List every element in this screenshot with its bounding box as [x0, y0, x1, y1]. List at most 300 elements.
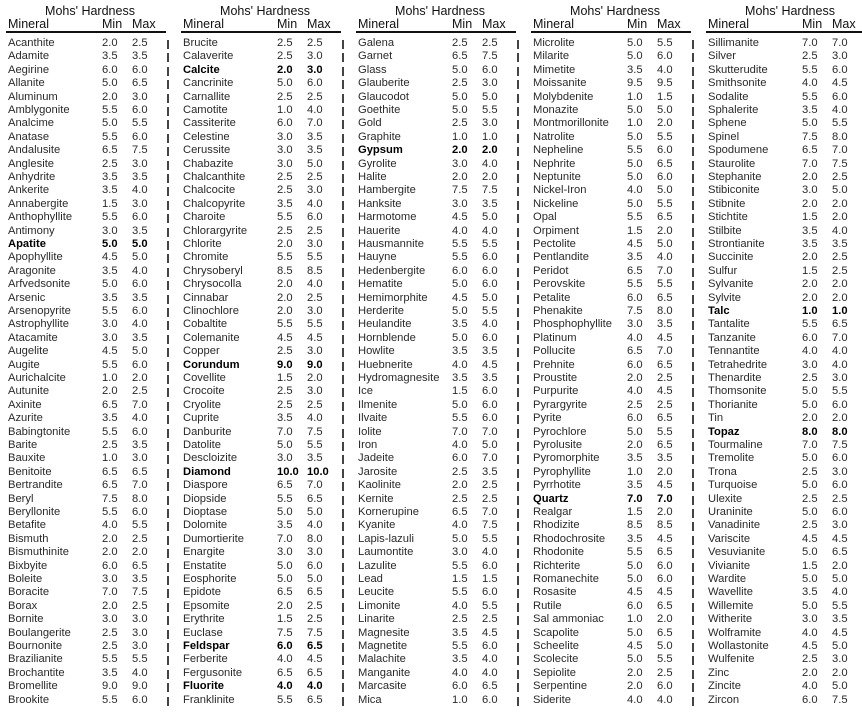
mineral-name: Clinochlore: [183, 305, 239, 317]
max-hardness: 4.5: [307, 653, 323, 666]
min-hardness: 3.0: [102, 224, 118, 237]
max-hardness: 5.5: [657, 37, 673, 49]
min-hardness: 7.0: [277, 425, 293, 438]
max-hardness: 6.5: [657, 291, 673, 304]
column-separator: [167, 134, 169, 143]
min-hardness: 6.0: [627, 599, 643, 612]
mineral-name: Chabazite: [183, 157, 234, 170]
table-row: [700, 158, 862, 171]
column-separator: [342, 295, 344, 304]
table-row: [700, 627, 862, 640]
table-row: [350, 345, 522, 358]
max-hardness: 3.5: [657, 318, 673, 331]
max-hardness: 9.0: [132, 680, 148, 693]
min-hardness: 4.0: [802, 626, 818, 639]
table-row: [525, 158, 697, 171]
header-max: Max: [482, 17, 506, 31]
table-row: [175, 452, 347, 465]
table-row: [525, 345, 697, 358]
mineral-name: Linarite: [358, 613, 395, 626]
min-hardness: 2.5: [277, 398, 293, 411]
min-hardness: 6.0: [627, 358, 643, 371]
max-hardness: 2.0: [657, 613, 673, 626]
min-hardness: 2.5: [802, 372, 818, 384]
section-heading: Mohs' Hardness: [45, 4, 135, 18]
table-row: [525, 385, 697, 398]
table-row: [350, 50, 522, 63]
min-hardness: 3.5: [277, 412, 293, 425]
max-hardness: 2.5: [657, 372, 673, 384]
table-row: [0, 238, 172, 251]
column-separator: [517, 536, 519, 545]
mineral-name: Acanthite: [8, 37, 55, 49]
min-hardness: 5.0: [802, 479, 818, 492]
max-hardness: 7.5: [832, 439, 848, 451]
table-row: [525, 560, 697, 573]
table-row: [175, 77, 347, 90]
column-separator: [167, 268, 169, 277]
table-row: [350, 131, 522, 144]
table-row: [700, 251, 862, 264]
mineral-name: Graphite: [358, 130, 401, 143]
max-hardness: 6.5: [657, 412, 673, 425]
mineral-name: Malachite: [358, 653, 406, 666]
table-row: [350, 493, 522, 506]
min-hardness: 7.0: [277, 532, 293, 545]
table-row: [700, 600, 862, 613]
max-hardness: 4.0: [132, 412, 148, 425]
max-hardness: 5.5: [307, 439, 323, 451]
table-row: [0, 265, 172, 278]
mineral-name: Romanechite: [533, 573, 599, 585]
min-hardness: 5.0: [627, 37, 643, 49]
column-separator: [342, 402, 344, 411]
column-separator: [342, 549, 344, 558]
max-hardness: 6.0: [657, 680, 673, 693]
min-hardness: 3.5: [452, 626, 468, 639]
header-max: Max: [657, 17, 681, 31]
mineral-name: Chalcopyrite: [183, 197, 246, 210]
table-row: [0, 144, 172, 157]
max-hardness: 6.0: [657, 50, 673, 63]
column-separator: [517, 308, 519, 317]
max-hardness: 7.5: [482, 50, 498, 63]
max-hardness: 4.0: [657, 693, 673, 706]
table-row: [525, 613, 697, 626]
header-min: Min: [452, 17, 473, 31]
min-hardness: 2.5: [102, 157, 118, 170]
mineral-name: Sylvite: [708, 291, 741, 304]
min-hardness: 2.0: [802, 412, 818, 425]
min-hardness: 1.5: [277, 613, 293, 626]
max-hardness: 6.5: [832, 546, 848, 559]
mineral-name: Franklinite: [183, 693, 235, 706]
min-hardness: 2.5: [102, 626, 118, 639]
column-separator: [692, 603, 694, 612]
table-row: [525, 211, 697, 224]
table-row: [525, 184, 697, 197]
column-separator: [167, 120, 169, 129]
column-separator: [342, 107, 344, 116]
max-hardness: 2.0: [132, 372, 148, 384]
mineral-name: Feldspar: [183, 640, 230, 652]
mineral-name: Anhydrite: [8, 171, 56, 183]
max-hardness: 6.0: [657, 171, 673, 183]
column-separator: [692, 335, 694, 344]
mineral-name: Chromite: [183, 251, 229, 264]
column-separator: [342, 67, 344, 76]
table-row: [0, 359, 172, 372]
table-row: [700, 613, 862, 626]
table-row: [175, 171, 347, 184]
table-row: [700, 318, 862, 331]
max-hardness: 4.0: [307, 197, 323, 210]
column-separator: [167, 415, 169, 424]
min-hardness: 1.0: [627, 90, 643, 103]
header-min: Min: [102, 17, 123, 31]
mineral-name: Bournonite: [8, 640, 63, 652]
column-separator: [342, 375, 344, 384]
column-separator: [342, 656, 344, 665]
column-separator: [167, 80, 169, 89]
min-hardness: 5.5: [102, 211, 118, 224]
min-hardness: 6.0: [102, 559, 118, 572]
max-hardness: 4.0: [307, 412, 323, 425]
mineral-name: Zincite: [708, 680, 741, 693]
mineral-name: Stilbite: [708, 224, 742, 237]
min-hardness: 2.5: [277, 90, 293, 103]
table-row: [700, 64, 862, 77]
max-hardness: 6.0: [132, 693, 148, 706]
mineral-name: Stichtite: [708, 211, 748, 224]
min-hardness: 2.0: [802, 278, 818, 291]
min-hardness: 5.0: [627, 104, 643, 116]
table-row: [0, 466, 172, 479]
max-hardness: 4.0: [132, 184, 148, 197]
min-hardness: 6.0: [802, 331, 818, 344]
column-separator: [167, 201, 169, 210]
max-hardness: 5.5: [132, 117, 148, 130]
max-hardness: 5.5: [307, 251, 323, 264]
min-hardness: 5.5: [802, 90, 818, 103]
column-separator: [167, 697, 169, 706]
table-row: [350, 292, 522, 305]
max-hardness: 2.0: [657, 224, 673, 237]
min-hardness: 4.5: [452, 291, 468, 304]
min-hardness: 5.5: [102, 358, 118, 371]
min-hardness: 1.0: [102, 372, 118, 384]
column-separator: [167, 536, 169, 545]
mineral-name: Carnallite: [183, 90, 231, 103]
mineral-name: Platinum: [533, 331, 577, 344]
mineral-name: Dolomite: [183, 519, 228, 532]
mineral-name: Goethite: [358, 104, 401, 116]
mineral-name: Iron: [358, 439, 378, 451]
column-separator: [167, 375, 169, 384]
column-separator: [692, 53, 694, 62]
mineral-name: Boracite: [8, 586, 50, 599]
column-separator: [167, 563, 169, 572]
table-row: [350, 452, 522, 465]
table-row: [175, 519, 347, 532]
column-separator: [517, 40, 519, 49]
table-row: [350, 198, 522, 211]
table-row: [0, 600, 172, 613]
table-row: [700, 50, 862, 63]
table-row: [175, 560, 347, 573]
min-hardness: 2.0: [802, 666, 818, 679]
table-row: [700, 426, 862, 439]
column-separator: [692, 161, 694, 170]
column-separator: [167, 509, 169, 518]
min-hardness: 5.5: [627, 144, 643, 157]
mineral-name: Tanzanite: [708, 331, 756, 344]
column-separator: [517, 402, 519, 411]
table-row: [175, 131, 347, 144]
mineral-name: Calaverite: [183, 50, 234, 63]
column-separator: [692, 134, 694, 143]
mineral-name: Phosphophyllite: [533, 318, 612, 331]
column-separator: [692, 697, 694, 706]
column-separator: [692, 214, 694, 223]
max-hardness: 6.5: [307, 693, 323, 706]
max-hardness: 7.0: [132, 398, 148, 411]
mineral-name: Cuprite: [183, 412, 220, 425]
mineral-name: Sodalite: [708, 90, 749, 103]
min-hardness: 3.5: [452, 372, 468, 384]
mineral-name: Halite: [358, 171, 387, 183]
max-hardness: 6.0: [132, 506, 148, 518]
mineral-name: Hemimorphite: [358, 291, 428, 304]
min-hardness: 2.0: [277, 63, 293, 76]
min-hardness: 2.5: [627, 398, 643, 411]
max-hardness: 4.0: [307, 104, 323, 116]
table-row: [0, 627, 172, 640]
table-row: [0, 318, 172, 331]
table-row: [525, 586, 697, 599]
mineral-name: Tourmaline: [708, 439, 763, 451]
mineral-name: Harmotome: [358, 211, 417, 224]
mineral-name: Proustite: [533, 372, 578, 384]
max-hardness: 7.0: [307, 479, 323, 492]
min-hardness: 5.0: [452, 90, 468, 103]
table-row: [175, 426, 347, 439]
mineral-name: Chrysoberyl: [183, 264, 243, 277]
max-hardness: 3.0: [307, 63, 323, 76]
column-separator: [517, 388, 519, 397]
max-hardness: 6.0: [482, 559, 498, 572]
table-row: [0, 372, 172, 385]
column-separator: [167, 656, 169, 665]
min-hardness: 5.0: [277, 559, 293, 572]
column-separator: [167, 53, 169, 62]
min-hardness: 5.5: [102, 425, 118, 438]
max-hardness: 9.5: [657, 77, 673, 90]
max-hardness: 8.0: [307, 532, 323, 545]
header-max: Max: [307, 17, 331, 31]
table-row: [350, 399, 522, 412]
max-hardness: 2.5: [832, 251, 848, 264]
table-row: [350, 560, 522, 573]
column-separator: [692, 482, 694, 491]
max-hardness: 3.0: [307, 546, 323, 559]
max-hardness: 2.0: [482, 144, 498, 157]
mineral-name: Epsomite: [183, 599, 230, 612]
min-hardness: 2.0: [277, 278, 293, 291]
table-row: [700, 131, 862, 144]
column-separator: [517, 254, 519, 263]
column-separator: [692, 375, 694, 384]
min-hardness: 5.0: [627, 653, 643, 666]
mineral-name: Pyrolusite: [533, 439, 583, 451]
table-row: [175, 653, 347, 666]
max-hardness: 6.0: [832, 506, 848, 518]
column-separator: [342, 321, 344, 330]
min-hardness: 5.0: [452, 398, 468, 411]
max-hardness: 2.5: [132, 385, 148, 398]
mineral-name: Apatite: [8, 238, 46, 250]
table-row: [0, 667, 172, 680]
min-hardness: 5.0: [627, 626, 643, 639]
min-hardness: 6.0: [102, 63, 118, 76]
column-separator: [167, 335, 169, 344]
mineral-name: Astrophyllite: [8, 318, 69, 331]
mineral-name: Augite: [8, 358, 40, 371]
max-hardness: 3.5: [482, 345, 498, 358]
mineral-name: Bismuthinite: [8, 546, 69, 559]
min-hardness: 5.0: [277, 573, 293, 585]
max-hardness: 3.0: [832, 372, 848, 384]
table-row: [700, 479, 862, 492]
column-separator: [342, 509, 344, 518]
mineral-name: Topaz: [708, 425, 740, 438]
column-separator: [342, 563, 344, 572]
min-hardness: 4.5: [627, 238, 643, 250]
table-row: [350, 426, 522, 439]
min-hardness: 6.0: [627, 412, 643, 425]
table-row: [525, 50, 697, 63]
max-hardness: 5.0: [482, 211, 498, 224]
max-hardness: 5.5: [832, 599, 848, 612]
max-hardness: 5.0: [832, 680, 848, 693]
column-separator: [342, 80, 344, 89]
mineral-name: Lapis-lazuli: [358, 532, 414, 545]
table-row: [0, 332, 172, 345]
table-row: [700, 412, 862, 425]
table-row: [175, 64, 347, 77]
min-hardness: 2.0: [452, 171, 468, 183]
max-hardness: 3.5: [132, 291, 148, 304]
mineral-name: Antimony: [8, 224, 55, 237]
column-separator: [342, 697, 344, 706]
mineral-name: Dumortierite: [183, 532, 244, 545]
min-hardness: 3.0: [102, 331, 118, 344]
min-hardness: 3.5: [452, 653, 468, 666]
column-separator: [167, 187, 169, 196]
max-hardness: 4.0: [307, 680, 323, 693]
max-hardness: 3.5: [482, 372, 498, 384]
table-row: [525, 318, 697, 331]
column-separator: [692, 321, 694, 330]
column-separator: [692, 509, 694, 518]
min-hardness: 1.5: [102, 197, 118, 210]
min-hardness: 5.5: [452, 238, 468, 250]
column-separator: [517, 616, 519, 625]
mineral-name: Huebnerite: [358, 358, 413, 371]
max-hardness: 3.5: [307, 452, 323, 465]
column-separator: [692, 388, 694, 397]
table-row: [175, 372, 347, 385]
max-hardness: 5.0: [482, 90, 498, 103]
table-row: [350, 251, 522, 264]
table-row: [0, 694, 172, 707]
table-row: [350, 412, 522, 425]
table-row: [0, 251, 172, 264]
max-hardness: 6.5: [132, 465, 148, 478]
min-hardness: 5.5: [452, 640, 468, 652]
min-hardness: 7.0: [452, 425, 468, 438]
table-row: [700, 211, 862, 224]
max-hardness: 5.0: [832, 573, 848, 585]
table-row: [175, 533, 347, 546]
min-hardness: 2.5: [802, 492, 818, 505]
column-separator: [517, 630, 519, 639]
mineral-name: Anthophyllite: [8, 211, 73, 224]
max-hardness: 4.0: [132, 666, 148, 679]
min-hardness: 1.0: [102, 452, 118, 465]
max-hardness: 5.0: [832, 184, 848, 197]
mineral-name: Fergusonite: [183, 666, 243, 679]
min-hardness: 6.0: [277, 640, 293, 652]
min-hardness: 2.0: [802, 291, 818, 304]
table-row: [525, 251, 697, 264]
max-hardness: 7.5: [307, 626, 323, 639]
min-hardness: 5.0: [627, 50, 643, 63]
mineral-name: Rhodochrosite: [533, 532, 606, 545]
max-hardness: 4.5: [657, 385, 673, 398]
table-row: [350, 586, 522, 599]
table-row: [0, 131, 172, 144]
column-separator: [517, 94, 519, 103]
mineral-name: Bertrandite: [8, 479, 63, 492]
min-hardness: 5.5: [802, 318, 818, 331]
table-row: [350, 466, 522, 479]
header-mineral: Mineral: [183, 17, 224, 31]
column-separator: [167, 388, 169, 397]
mineral-name: Annabergite: [8, 197, 69, 210]
table-row: [525, 519, 697, 532]
mineral-name: Montmorillonite: [533, 117, 609, 130]
min-hardness: 4.5: [102, 345, 118, 358]
mineral-name: Phenakite: [533, 305, 583, 317]
max-hardness: 4.5: [832, 77, 848, 90]
mineral-name: Mica: [358, 693, 382, 706]
table-row: [0, 412, 172, 425]
column-separator: [692, 616, 694, 625]
max-hardness: 7.5: [482, 519, 498, 532]
table-row: [525, 372, 697, 385]
max-hardness: 3.5: [132, 331, 148, 344]
min-hardness: 5.0: [802, 385, 818, 398]
min-hardness: 3.0: [452, 197, 468, 210]
column-separator: [167, 496, 169, 505]
table-row: [350, 171, 522, 184]
column-separator: [692, 683, 694, 692]
column-separator: [167, 40, 169, 49]
max-hardness: 6.0: [832, 90, 848, 103]
table-row: [0, 278, 172, 291]
column-separator: [517, 576, 519, 585]
